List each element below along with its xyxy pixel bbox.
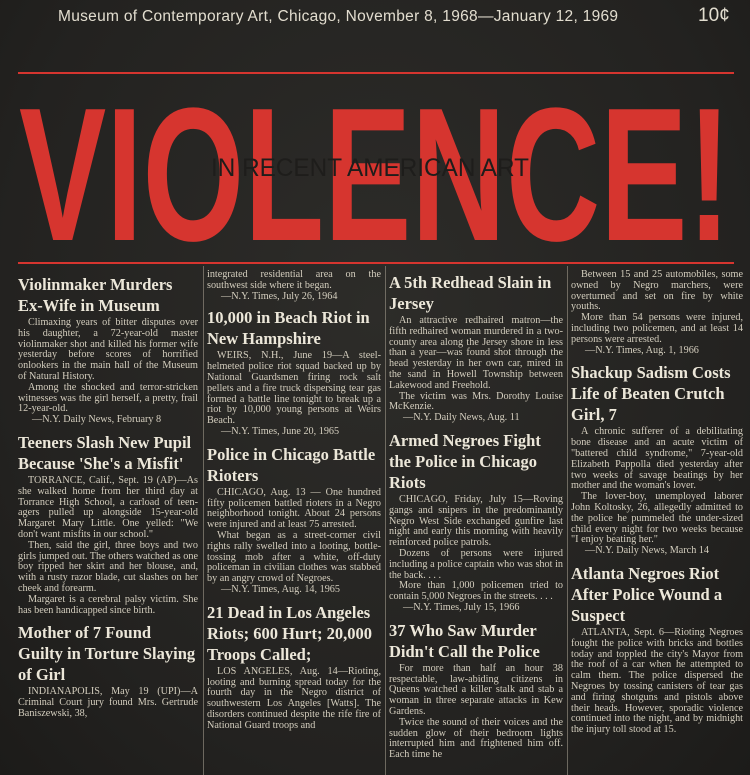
column-4 (571, 266, 743, 775)
article-source: —N.Y. Daily News, Aug. 11 (403, 412, 520, 424)
price-label: 10¢ (698, 5, 730, 26)
article-headline: Police in Chicago Battle Rioters (207, 444, 376, 485)
banner-graphic (14, 80, 736, 258)
article-paragraph: LOS ANGELES, Aug. 14—Rioting, looting and burning spread today for the fourth day in the Negro district of southwestern Los Angeles [Watts]. The disorders continued despite the rife fire of National Guard troops and (207, 665, 381, 731)
article-headline: 21 Dead in Los Angeles Riots; 600 Hurt; 20,000 Troops Called; (207, 602, 372, 664)
article-paragraph: integrated residential area on the southwest side where it began. (207, 269, 381, 291)
article-source: —N.Y. Daily News, February 8 (32, 414, 162, 426)
column-1 (18, 266, 198, 775)
article-body (571, 427, 743, 557)
article-body (18, 687, 198, 719)
article-body (18, 476, 198, 616)
article-body (207, 488, 381, 596)
article-body (18, 318, 198, 426)
article-headline: Atlanta Negroes Riot After Police Wound a Suspect (571, 563, 723, 625)
article-body (207, 351, 381, 437)
article-headline: Teeners Slash New Pupil Because 'She's a Misfit' (18, 432, 192, 473)
article-paragraph: Among the shocked and terror-stricken witnesses was the girl herself, a pretty, frail 12-year-old. (18, 381, 198, 415)
article-paragraph: The victim was Mrs. Dorothy Louise McKenzie. (389, 390, 563, 413)
article-paragraph: For more than half an hour 38 respectable, law-abiding citizens in Queens watched a killer stalk and stab a woman in three separate attacks in Kew Gardens. (389, 662, 563, 717)
article-paragraph: Then, said the girl, three boys and two girls jumped out. The others watched as one boy ripped her skirt and her blouse, and, with a rusty razor blade, cut slashes on her cheek and forearm. (18, 539, 198, 594)
article-paragraph: Between 15 and 25 automobiles, some owned by Negro marchers, were overturned and set on fire by white youths. (571, 269, 743, 313)
article-body (389, 495, 563, 614)
column-2 (207, 266, 381, 775)
article-body (389, 664, 563, 761)
masthead-line (0, 4, 750, 30)
article-paragraph: More than 54 persons were injured, including two policemen, and at least 14 persons were arrested. (571, 312, 743, 345)
article-body (571, 628, 743, 736)
headline-banner (14, 80, 736, 258)
article-source: —N.Y. Times, July 15, 1966 (403, 601, 520, 613)
article-paragraph: Dozens of persons were injured including a police captain who was shot in the back. . . . (389, 547, 563, 581)
article-headline: Armed Negroes Fight the Police in Chicago Riots (389, 430, 541, 492)
article-paragraph: The lover-boy, unemployed laborer John Koltosky, 26, allegedly admitted to the police he pummeled the under-sized child every night for two weeks because "I enjoy beating her." (571, 491, 743, 546)
article-headline: Shackup Sadism Costs Life of Beaten Crutch Girl, 7 (571, 363, 731, 425)
article-source: —N.Y. Times, Aug. 14, 1965 (221, 583, 340, 595)
article-paragraph: CHICAGO, Friday, July 15—Roving gangs and snipers in the predominantly Negro West Side exchanged gunfire last night and early this morning with heavily reinforced police patrols. (389, 493, 563, 549)
article-paragraph: What began as a street-corner civil rights rally swelled into a looting, bottle-tossing mob after a white, off-duty policeman in civilian clothes was stabbed by an angry crowd of Negroes. (207, 529, 381, 585)
article-paragraph: Climaxing years of bitter disputes over his daughter, a 72-year-old master violinmaker shot and killed his former wife yesterday before scores of horrified onlookers in the main hall of the Museum of Natural History. (18, 317, 198, 382)
article-paragraph: WEIRS, N.H., June 19—A steel-helmeted police riot squad backed up by National Guardsmen firing rock salt pellets and a fire truck dispersing tear gas formed a battle line tonight to break up a riot by 10,000 young persons at Weirs Beach. (207, 350, 381, 427)
article-paragraph: TORRANCE, Calif., Sept. 19 (AP)—As she walked home from her third day at Torrance High School, a carload of teen-agers pulled up alongside 15-year-old Margaret Mary Little. One yelled: "We don't want misfits in our school." (18, 474, 198, 540)
banner-title: VIOLENCE! (19, 80, 731, 258)
article-paragraph: ATLANTA, Sept. 6—Rioting Negroes fought the police with bricks and bottles today and toppled the city's Mayor from the roof of a car when he attempted to calm them. The police dispersed the Negroes by tossing canisters of tear gas and firing shotguns and pistols above their heads. However, sporadic violence continued into the night, and by midnight the injury toll stood at 15. (571, 626, 743, 736)
article-source: —N.Y. Times, Aug. 1, 1966 (585, 344, 699, 356)
article-headline: 10,000 in Beach Riot in New Hampshire (207, 308, 370, 349)
column-divider (203, 266, 204, 775)
column-divider (385, 266, 386, 775)
bottom-red-rule (18, 262, 734, 264)
article-paragraph: CHICAGO, Aug. 13 — One hundred fifty policemen battled rioters in a Negro neighborhood tonight. About 24 persons were injured and at least 75 arrested. (207, 486, 381, 531)
article-source: —N.Y. Times, June 20, 1965 (221, 425, 340, 437)
article-paragraph: A chronic sufferer of a debilitating bone disease and an acute victim of "battered child syndrome," 7-year-old Elizabeth Pappolla died yesterday after two weeks of savage beatings by her mother and the woman's lover. (571, 426, 743, 492)
article-columns (14, 266, 743, 775)
article-paragraph: Margaret is a cerebral palsy victim. She has been handicapped since birth. (18, 593, 198, 616)
article-headline: 37 Who Saw Murder Didn't Call the Police (389, 620, 540, 661)
article-body (207, 270, 381, 302)
article-source: —N.Y. Daily News, March 14 (585, 545, 710, 557)
column-divider (567, 266, 568, 775)
article-headline: Violinmaker Murders Ex-Wife in Museum (18, 275, 173, 315)
museum-dateline: Museum of Contemporary Art, Chicago, November 8, 1968—January 12, 1969 (58, 8, 619, 25)
column-3 (389, 266, 563, 775)
banner-subtitle: IN RECENT AMERICAN ART (211, 154, 529, 182)
article-body (389, 316, 563, 424)
article-paragraph: More than 1,000 policemen tried to contain 5,000 Negroes in the streets. . . . (389, 580, 563, 603)
article-paragraph: An attractive redhaired matron—the fifth redhaired woman murdered in a two-county area along the Jersey shore in less than a year—was found shot through the head yesterday in her own car, mired in the sand in Howell Township between Lakewood and Freehold. (389, 315, 563, 391)
article-headline: Mother of 7 Found Guilty in Torture Slaying of Girl (18, 623, 196, 685)
article-body (207, 667, 381, 732)
top-red-rule (18, 72, 734, 74)
article-paragraph: INDIANAPOLIS, May 19 (UPI)—A Criminal Court jury found Mrs. Gertrude Baniszewski, 38, (18, 686, 198, 719)
article-headline: A 5th Redhead Slain in Jersey (389, 273, 552, 313)
article-body (571, 270, 743, 356)
article-source: —N.Y. Times, July 26, 1964 (221, 290, 338, 302)
article-paragraph: Twice the sound of their voices and the sudden glow of their bedroom lights interrupted him and frightened him off. Each time he (389, 716, 563, 761)
